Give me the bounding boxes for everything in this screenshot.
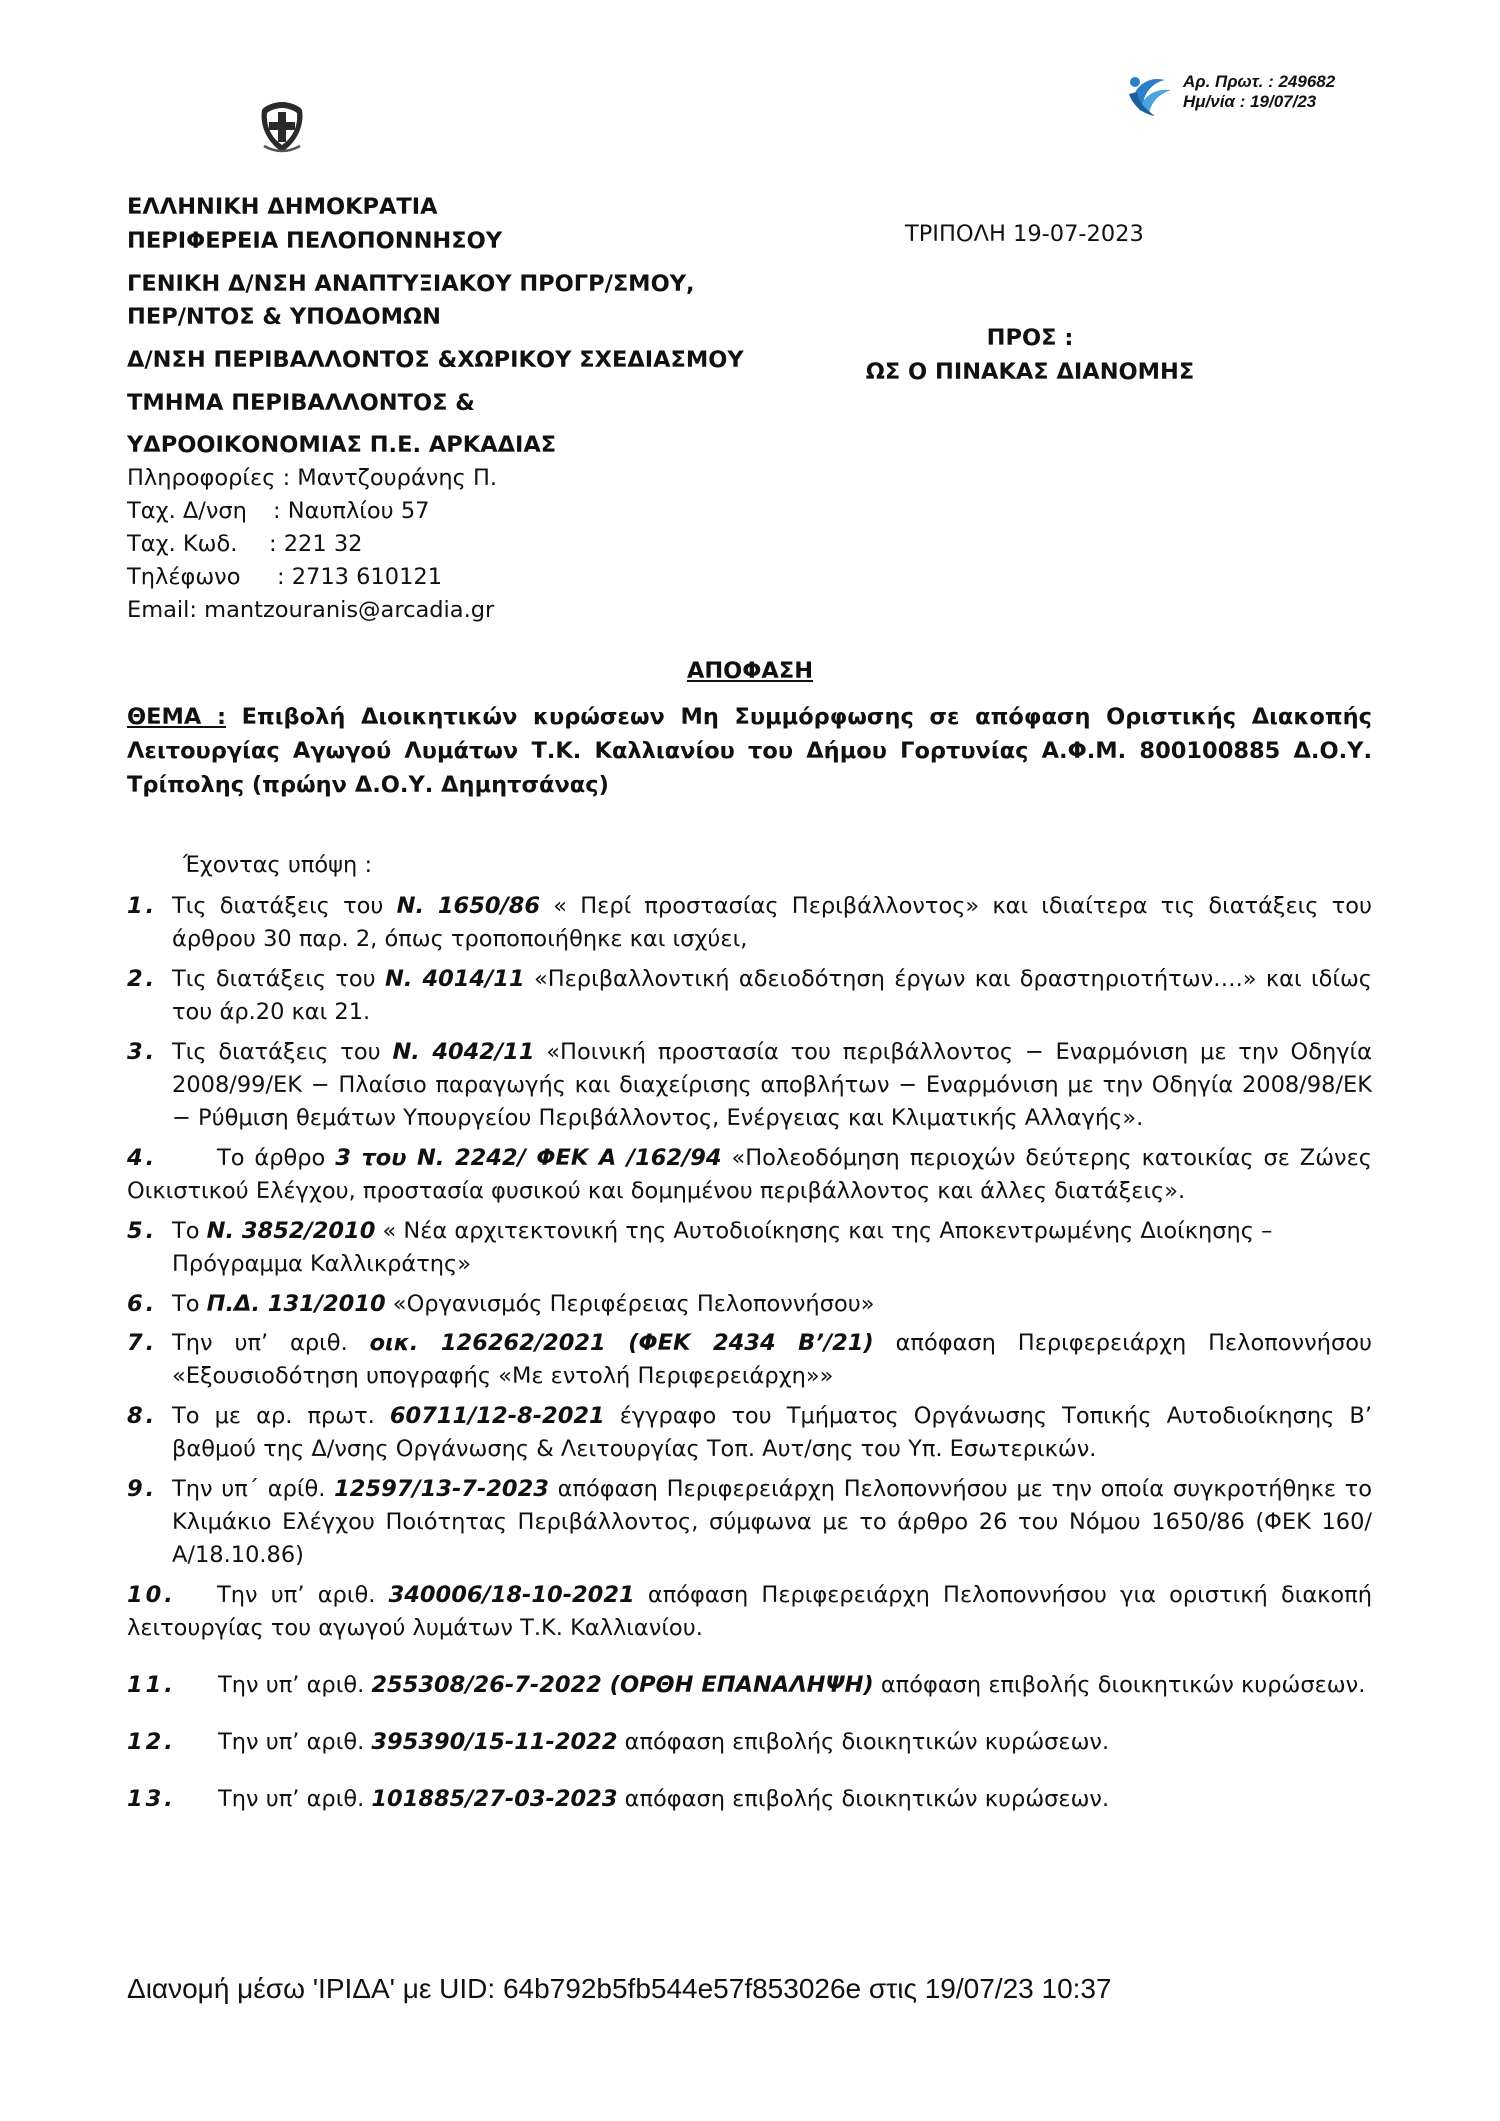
list-item <box>127 1473 1372 1572</box>
item-text: Τις διατάξεις του <box>172 893 397 919</box>
contact-address <box>127 498 429 524</box>
header-department-cont: ΥΔΡΟΟΙΚΟΝΟΜΙΑΣ Π.Ε. ΑΡΚΑΔΙΑΣ <box>127 432 557 458</box>
item-text: Την υπ΄ αρίθ. <box>172 1476 335 1502</box>
item-number: 8. <box>127 1403 158 1429</box>
item-text: Την υπ’ αριθ. <box>217 1582 389 1608</box>
decision-title: ΑΠΟΦΑΣΗ <box>686 658 814 684</box>
header-region: ΠΕΡΙΦΕΡΕΙΑ ΠΕΛΟΠΟΝΝΗΣΟΥ <box>127 228 503 254</box>
item-reference: 12597/13-7-2023 <box>334 1476 549 1502</box>
list-item <box>127 1579 1372 1645</box>
item-reference: Ν. 3852/2010 <box>206 1218 376 1244</box>
item-text: « Νέα αρχιτεκτονική της Αυτοδιοίκησης και της Αποκεντρωμένης Διοίκησης – Πρόγραμμα Καλλικράτης» <box>172 1218 1273 1277</box>
header-general-directorate-cont: ΠΕΡ/ΝΤΟΣ & ΥΠΟΔΟΜΩΝ <box>127 304 442 330</box>
item-reference: 395390/15-11-2022 <box>371 1729 618 1755</box>
phone-label: Τηλέφωνο <box>127 564 241 590</box>
item-number: 6. <box>127 1291 158 1317</box>
item-text: Το με αρ. πρωτ. <box>172 1403 390 1429</box>
to-value: ΩΣ Ο ΠΙΝΑΚΑΣ ΔΙΑΝΟΜΗΣ <box>865 359 1195 385</box>
item-text: απόφαση Περιφερειάρχη Πελοποννήσου με την οποία συγκροτήθηκε το Κλιμάκιο Ελέγχου Ποιότητας Περιβάλλοντος, σύμφωνα με το άρθρο 26 του Νόμου 1650/86 (ΦΕΚ 160/Α/18.10.86) <box>172 1476 1372 1568</box>
item-text: Το <box>172 1291 207 1317</box>
item-text: Τις διατάξεις του <box>172 1039 393 1065</box>
item-text: απόφαση Περιφερειάρχη Πελοποννήσου «Εξουσιοδότηση υπογραφής «Με εντολή Περιφερειάρχη»» <box>172 1330 1372 1389</box>
intro-text: Έχοντας υπόψη : <box>183 852 373 878</box>
protocol-date: Ημ/νία : 19/07/23 <box>1183 92 1317 111</box>
list-item <box>127 1783 1372 1816</box>
item-number: 4. <box>127 1145 158 1171</box>
item-reference: Ν. 1650/86 <box>396 893 541 919</box>
list-item <box>127 1726 1372 1759</box>
item-number: 11. <box>127 1672 176 1698</box>
contact-info: Πληροφορίες : Μαντζουράνης Π. <box>127 465 498 491</box>
header-republic: ΕΛΛΗΝΙΚΗ ΔΗΜΟΚΡΑΤΙΑ <box>127 194 438 220</box>
postcode-label: Ταχ. Κωδ. <box>127 531 238 557</box>
item-number: 7. <box>127 1330 158 1356</box>
subject-text: Επιβολή Διοικητικών κυρώσεων Μη Συμμόρφωσης σε απόφαση Οριστικής Διακοπής Λειτουργίας Αγωγού Λυμάτων Τ.Κ. Καλλιανίου του Δήμου Γορτυνίας Α.Φ.Μ. 800100885 Δ.Ο.Υ. Τρίπολης (πρώην Δ.Ο.Υ. Δημητσάνας) <box>127 704 1372 798</box>
list-item <box>127 890 1372 956</box>
list-item <box>127 1142 1372 1208</box>
contact-email: Email: mantzouranis@arcadia.gr <box>127 597 495 623</box>
item-number: 1. <box>127 893 158 919</box>
iris-logo-icon <box>1125 70 1175 120</box>
item-text: « Περί προστασίας Περιβάλλοντος» και ιδιαίτερα τις διατάξεις του άρθρου 30 παρ. 2, όπως τροποποιήθηκε και ισχύει, <box>172 893 1372 952</box>
item-reference: Π.Δ. 131/2010 <box>206 1291 386 1317</box>
item-text: Την υπ’ αριθ. <box>218 1729 372 1755</box>
item-number: 10. <box>127 1582 176 1608</box>
item-reference: Ν. 4042/11 <box>392 1039 535 1065</box>
protocol-stamp <box>1125 68 1355 128</box>
item-reference: Ν. 4014/11 <box>385 966 525 992</box>
item-text: απόφαση επιβολής διοικητικών κυρώσεων. <box>873 1672 1366 1698</box>
item-reference: 60711/12-8-2021 <box>389 1403 605 1429</box>
item-number: 9. <box>127 1476 158 1502</box>
item-reference: οικ. 126262/2021 (ΦΕΚ 2434 Β’/21) <box>369 1330 874 1356</box>
list-item <box>127 963 1372 1029</box>
protocol-number: Αρ. Πρωτ. : 249682 <box>1183 72 1336 91</box>
item-reference: 340006/18-10-2021 <box>388 1582 635 1608</box>
document-date: ΤΡΙΠΟΛΗ 19-07-2023 <box>905 221 1144 247</box>
item-number: 2. <box>127 966 158 992</box>
item-reference: 3 του Ν. 2242/ ΦΕΚ Α /162/94 <box>335 1145 722 1171</box>
address-label: Ταχ. Δ/νση <box>127 498 247 524</box>
subject-label: ΘΕΜΑ : <box>127 704 226 730</box>
list-item <box>127 1215 1372 1281</box>
list-item <box>127 1288 1372 1321</box>
address-value: : Ναυπλίου 57 <box>273 498 430 524</box>
item-number: 12. <box>127 1729 176 1755</box>
item-text: Το <box>172 1218 207 1244</box>
list-item <box>127 1400 1372 1466</box>
item-text: Την υπ’ αριθ. <box>172 1330 370 1356</box>
item-text: απόφαση Περιφερειάρχη Πελοποννήσου για οριστική διακοπή λειτουργίας του αγωγού λυμάτων Τ.Κ. Καλλιανίου. <box>127 1582 1372 1641</box>
item-number: 13. <box>127 1786 176 1812</box>
greek-coat-of-arms-icon <box>258 100 306 154</box>
item-text: «Οργανισμός Περιφέρειας Πελοποννήσου» <box>385 1291 875 1317</box>
item-text: Τις διατάξεις του <box>172 966 386 992</box>
header-directorate: Δ/ΝΣΗ ΠΕΡΙΒΑΛΛΟΝΤΟΣ &ΧΩΡΙΚΟΥ ΣΧΕΔΙΑΣΜΟΥ <box>127 347 744 373</box>
to-label: ΠΡΟΣ : <box>986 325 1074 351</box>
postcode-value: : 221 32 <box>269 531 363 557</box>
item-text: «Ποινική προστασία του περιβάλλοντος − Εναρμόνιση με την Οδηγία 2008/99/ΕΚ − Πλαίσιο παραγωγής και διαχείρισης αποβλήτων − Εναρμόνιση με την Οδηγία 2008/98/ΕΚ − Ρύθμιση θεμάτων Υπουργείου Περιβάλλοντος, Ενέργειας και Κλιματικής Αλλαγής». <box>172 1039 1372 1131</box>
list-item <box>127 1327 1372 1393</box>
item-text: Την υπ’ αριθ. <box>218 1672 372 1698</box>
item-text: απόφαση επιβολής διοικητικών κυρώσεων. <box>617 1729 1110 1755</box>
header-general-directorate: ΓΕΝΙΚΗ Δ/ΝΣΗ ΑΝΑΠΤΥΞΙΑΚΟΥ ΠΡΟΓΡ/ΣΜΟΥ, <box>127 271 695 297</box>
item-text: Το άρθρο <box>217 1145 336 1171</box>
header-department: ΤΜΗΜΑ ΠΕΡΙΒΑΛΛΟΝΤΟΣ & <box>127 390 475 416</box>
distribution-footer: Διανομή μέσω 'ΙΡΙΔΑ' με UID: 64b792b5fb544e57f853026e στις 19/07/23 10:37 <box>127 1973 1112 2004</box>
item-text: απόφαση επιβολής διοικητικών κυρώσεων. <box>617 1786 1110 1812</box>
subject <box>127 700 1372 802</box>
list-item <box>127 1669 1372 1702</box>
item-number: 3. <box>127 1039 158 1065</box>
phone-value: : 2713 610121 <box>277 564 443 590</box>
item-reference: 101885/27-03-2023 <box>371 1786 618 1812</box>
contact-phone <box>127 564 442 590</box>
item-number: 5. <box>127 1218 158 1244</box>
contact-postcode <box>127 531 362 557</box>
item-text: Την υπ’ αριθ. <box>218 1786 372 1812</box>
item-text: «Περιβαλλοντική αδειοδότηση έργων και δραστηριοτήτων….» και ιδίως του άρ.20 και 21. <box>172 966 1372 1025</box>
item-text: «Πολεοδόμηση περιοχών δεύτερης κατοικίας σε Ζώνες Οικιστικού Ελέγχου, προστασία φυσικού και δομημένου περιβάλλοντος και άλλες διατάξεις». <box>127 1145 1372 1204</box>
item-reference: 255308/26-7-2022 (ΟΡΘΗ ΕΠΑΝΑΛΗΨΗ) <box>371 1672 874 1698</box>
item-text: έγγραφο του Τμήματος Οργάνωσης Τοπικής Αυτοδιοίκησης Β’ βαθμού της Δ/νσης Οργάνωσης & Λειτουργίας Τοπ. Αυτ/σης του Υπ. Εσωτερικών. <box>172 1403 1372 1462</box>
list-item <box>127 1036 1372 1135</box>
